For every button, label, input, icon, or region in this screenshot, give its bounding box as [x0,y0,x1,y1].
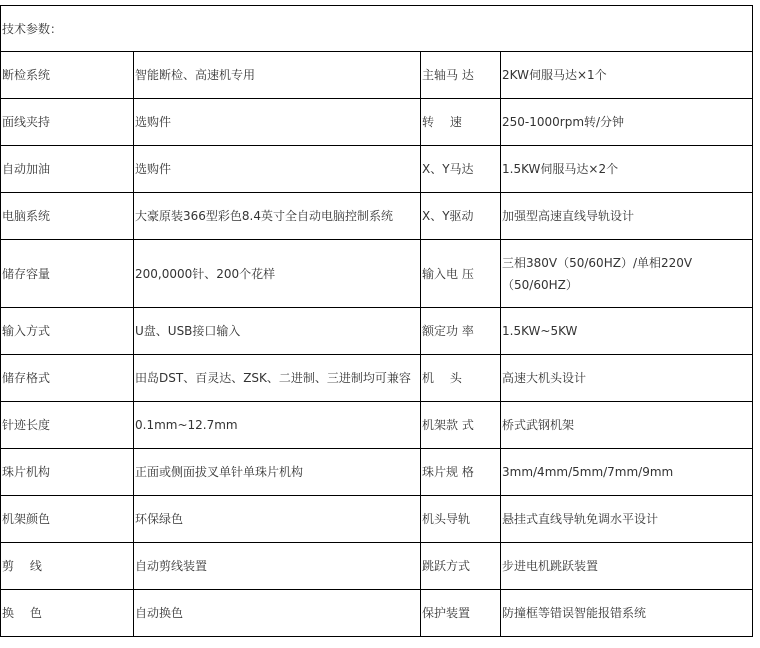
param-name-right: 机架款 式 [421,402,501,449]
param-value-right: 步进电机跳跃装置 [501,543,753,590]
param-name-left: 针迹长度 [1,402,134,449]
param-value-right: 高速大机头设计 [501,355,753,402]
param-name-right: 机头导轨 [421,496,501,543]
param-value-right: 3mm/4mm/5mm/7mm/9mm [501,449,753,496]
param-name-left: 珠片机构 [1,449,134,496]
param-name-left: 剪 线 [1,543,134,590]
param-value-right: 1.5KW伺服马达×2个 [501,146,753,193]
param-value-right: 加强型高速直线导轨设计 [501,193,753,240]
table-row [1,308,753,355]
param-value-left: 选购件 [134,146,421,193]
param-name-left: 机架颜色 [1,496,134,543]
param-value-left: 正面或侧面拔叉单针单珠片机构 [134,449,421,496]
param-name-left: 输入方式 [1,308,134,355]
param-value-left: 自动剪线装置 [134,543,421,590]
param-name-right: 跳跃方式 [421,543,501,590]
table-row [1,355,753,402]
param-value-left: 环保绿色 [134,496,421,543]
tech-spec-table [0,5,753,637]
param-name-left: 储存格式 [1,355,134,402]
param-name-left: 断检系统 [1,52,134,99]
param-name-right: 机 头 [421,355,501,402]
param-value-left: U盘、USB接口输入 [134,308,421,355]
table-row [1,193,753,240]
param-value-left: 0.1mm~12.7mm [134,402,421,449]
param-value-right: 2KW伺服马达×1个 [501,52,753,99]
param-name-left: 自动加油 [1,146,134,193]
param-value-left: 大豪原装366型彩色8.4英寸全自动电脑控制系统 [134,193,421,240]
param-name-right: 转 速 [421,99,501,146]
table-row [1,146,753,193]
param-value-left: 智能断检、高速机专用 [134,52,421,99]
param-name-right: 珠片规 格 [421,449,501,496]
param-value-right: 防撞框等错误智能报错系统 [501,590,753,637]
param-value-right: 桥式武钢机架 [501,402,753,449]
param-name-right: 主轴马 达 [421,52,501,99]
param-value-left: 200,0000针、200个花样 [134,240,421,308]
param-name-right: 额定功 率 [421,308,501,355]
table-row [1,543,753,590]
param-name-left: 储存容量 [1,240,134,308]
param-name-right: X、Y驱动 [421,193,501,240]
table-row [1,496,753,543]
param-name-left: 换 色 [1,590,134,637]
table-row [1,52,753,99]
param-value-right: 250-1000rpm转/分钟 [501,99,753,146]
param-name-left: 电脑系统 [1,193,134,240]
param-name-left: 面线夹持 [1,99,134,146]
param-value-left: 田岛DST、百灵达、ZSK、二进制、三进制均可兼容 [134,355,421,402]
param-name-right: 输入电 压 [421,240,501,308]
table-row [1,449,753,496]
param-name-right: X、Y马达 [421,146,501,193]
table-row [1,590,753,637]
table-row [1,402,753,449]
param-value-left: 自动换色 [134,590,421,637]
table-row [1,99,753,146]
table-row [1,240,753,308]
param-name-right: 保护装置 [421,590,501,637]
param-value-right: 悬挂式直线导轨免调水平设计 [501,496,753,543]
param-value-right: 1.5KW~5KW [501,308,753,355]
table-title: 技术参数： [1,6,753,52]
param-value-right: 三相380V（50/60HZ）/单相220V（50/60HZ） [501,240,753,308]
param-value-left: 选购件 [134,99,421,146]
